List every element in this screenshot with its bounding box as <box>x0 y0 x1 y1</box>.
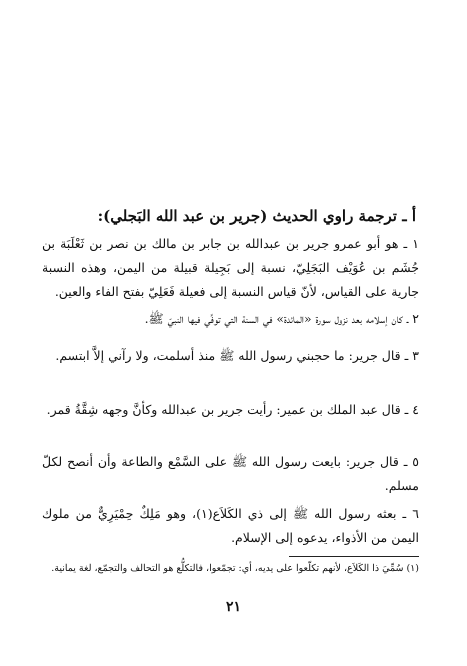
paragraph-1 <box>42 232 419 304</box>
paragraph-3-text: ٣ ـ قال جرير: ما حجبني رسول الله ﷺ منذ أسلمت، ولا رآني إلاَّ ابتسم. <box>55 348 419 363</box>
footnote-divider <box>289 556 419 557</box>
paragraph-2-text: ٢ ـ كان إسلامه بعد نزول سورة «المائدة» في السنة التي توفِّي فيها النبيّ ﷺ. <box>144 311 419 326</box>
page-number: ٢١ <box>225 599 242 615</box>
paragraph-5-text: ٥ ـ قال جرير: بايعت رسول الله ﷺ على السَّمْع والطاعة وأن أنصح لكلّ مسلم. <box>42 454 419 493</box>
paragraph-4 <box>42 398 419 422</box>
paragraph-6 <box>42 502 419 550</box>
paragraph-4-text: ٤ ـ قال عبد الملك بن عمير: رأيت جرير بن عبدالله وكأنَّ وجهه شِقَّةُ قمر. <box>46 402 419 417</box>
footnote: (١) سُمِّيَ ذا الكَلاَع، لأنهم تكلّعوا على يديه، أي: تجمّعوا، فالتكلُّع هو التحالف والتجمّع، لغة يمانية. <box>51 563 419 574</box>
paragraph-1-text: ١ ـ هو أبو عمرو جرير بن عبدالله بن جابر بن مالك بن نصر بن ثَعْلَبَة بن جُشَم بن عُوَيْف البَجَلِيّ، نسبة إلى بَجِيلة قبيلة من اليمن، وهذه النسبة جارية على القياس، لأنّ قياس النسبة إلى فعيلة فَعَلِيّ بفتح الفاء والعين. <box>42 236 419 299</box>
paragraph-2 <box>42 307 419 331</box>
paragraph-3 <box>42 344 419 368</box>
paragraph-6-text: ٦ ـ بعثه رسول الله ﷺ إلى ذي الكَلاَع(١)، وهو مَلِكٌ حِمْيَرِيٌّ من ملوك اليمن من الأذواء، يدعوه إلى الإسلام. <box>42 506 419 545</box>
paragraph-5 <box>42 450 419 498</box>
section-heading: أ ـ ترجمة راوي الحديث (جرير بن عبد الله البَجلي): <box>97 207 416 225</box>
